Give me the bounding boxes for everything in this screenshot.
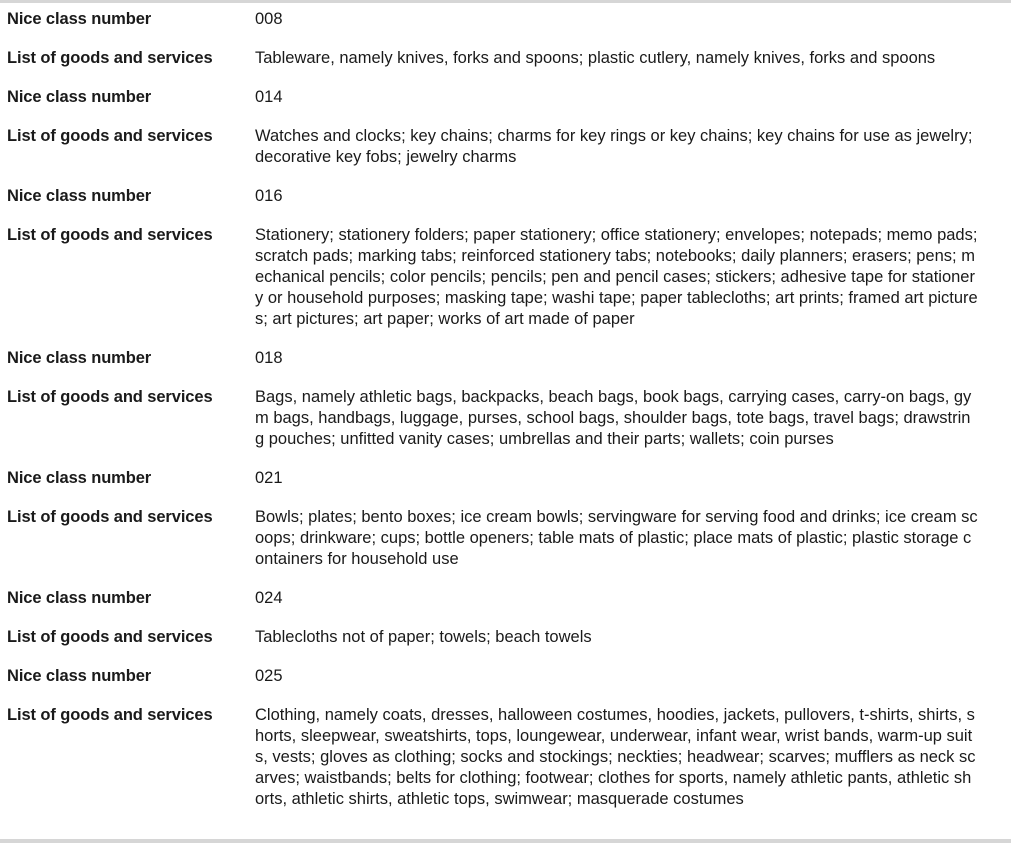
field-label: Nice class number xyxy=(7,10,152,28)
field-label: Nice class number xyxy=(7,469,152,487)
field-row xyxy=(0,225,1011,348)
field-label: Nice class number xyxy=(7,88,152,106)
field-row xyxy=(0,348,1011,387)
goods-services-list xyxy=(0,9,1011,828)
goods-services-value: Tableware, namely knives, forks and spoons; plastic cutlery, namely knives, forks and spoons xyxy=(255,49,936,67)
nice-class-number-value: 018 xyxy=(255,349,283,367)
field-row xyxy=(0,666,1011,705)
field-row xyxy=(0,627,1011,666)
field-label: List of goods and services xyxy=(7,127,213,145)
field-row xyxy=(0,387,1011,468)
field-label: Nice class number xyxy=(7,667,152,685)
goods-services-value: Clothing, namely coats, dresses, halloween costumes, hoodies, jackets, pullovers, t-shirts, shirts, shorts, sleepwear, sweatshirts, tops, loungewear, underwear, infant wear, wrist bands, warm-up suits, vests; gloves as clothing; socks and stockings; neckties; headwear; scarves; mufflers as neck scarves; waistbands; belts for clothing; footwear; clothes for sports, namely athletic pants, athletic shorts, athletic shirts, athletic tops, swimwear; masquerade costumes xyxy=(255,706,976,808)
field-label: List of goods and services xyxy=(7,628,213,646)
goods-services-value: Stationery; stationery folders; paper stationery; office stationery; envelopes; notepads; memo pads; scratch pads; marking tabs; reinforced stationery tabs; notebooks; daily planners; erasers; pens; mechanical pencils; color pencils; pencils; pen and pencil cases; stickers; adhesive tape for stationery or household purposes; masking tape; washi tape; paper tablecloths; art prints; framed art pictures; art pictures; art paper; works of art made of paper xyxy=(255,226,978,328)
goods-services-value: Tablecloths not of paper; towels; beach towels xyxy=(255,628,592,646)
field-row xyxy=(0,588,1011,627)
field-row xyxy=(0,126,1011,186)
goods-services-value: Watches and clocks; key chains; charms for key rings or key chains; key chains for use as jewelry; decorative key fobs; jewelry charms xyxy=(255,127,973,166)
field-row xyxy=(0,186,1011,225)
field-label: List of goods and services xyxy=(7,508,213,526)
field-label: List of goods and services xyxy=(7,388,213,406)
field-label: List of goods and services xyxy=(7,706,213,724)
top-divider xyxy=(0,0,1011,3)
field-row xyxy=(0,468,1011,507)
goods-services-value: Bowls; plates; bento boxes; ice cream bowls; servingware for serving food and drinks; ice cream scoops; drinkware; cups; bottle openers; table mats of plastic; place mats of plastic; plastic storage containers for household use xyxy=(255,508,978,568)
field-label: Nice class number xyxy=(7,349,152,367)
nice-class-number-value: 014 xyxy=(255,88,283,106)
field-row xyxy=(0,507,1011,588)
nice-class-number-value: 021 xyxy=(255,469,283,487)
field-row xyxy=(0,87,1011,126)
field-row xyxy=(0,9,1011,48)
bottom-divider xyxy=(0,839,1011,843)
nice-class-number-value: 024 xyxy=(255,589,283,607)
field-label: List of goods and services xyxy=(7,49,213,67)
nice-class-number-value: 016 xyxy=(255,187,283,205)
field-label: List of goods and services xyxy=(7,226,213,244)
nice-class-number-value: 025 xyxy=(255,667,283,685)
nice-class-number-value: 008 xyxy=(255,10,283,28)
field-row xyxy=(0,705,1011,828)
field-label: Nice class number xyxy=(7,589,152,607)
field-label: Nice class number xyxy=(7,187,152,205)
goods-services-value: Bags, namely athletic bags, backpacks, beach bags, book bags, carrying cases, carry-on bags, gym bags, handbags, luggage, purses, school bags, shoulder bags, tote bags, travel bags; drawstring pouches; unfitted vanity cases; umbrellas and their parts; wallets; coin purses xyxy=(255,388,972,448)
field-row xyxy=(0,48,1011,87)
